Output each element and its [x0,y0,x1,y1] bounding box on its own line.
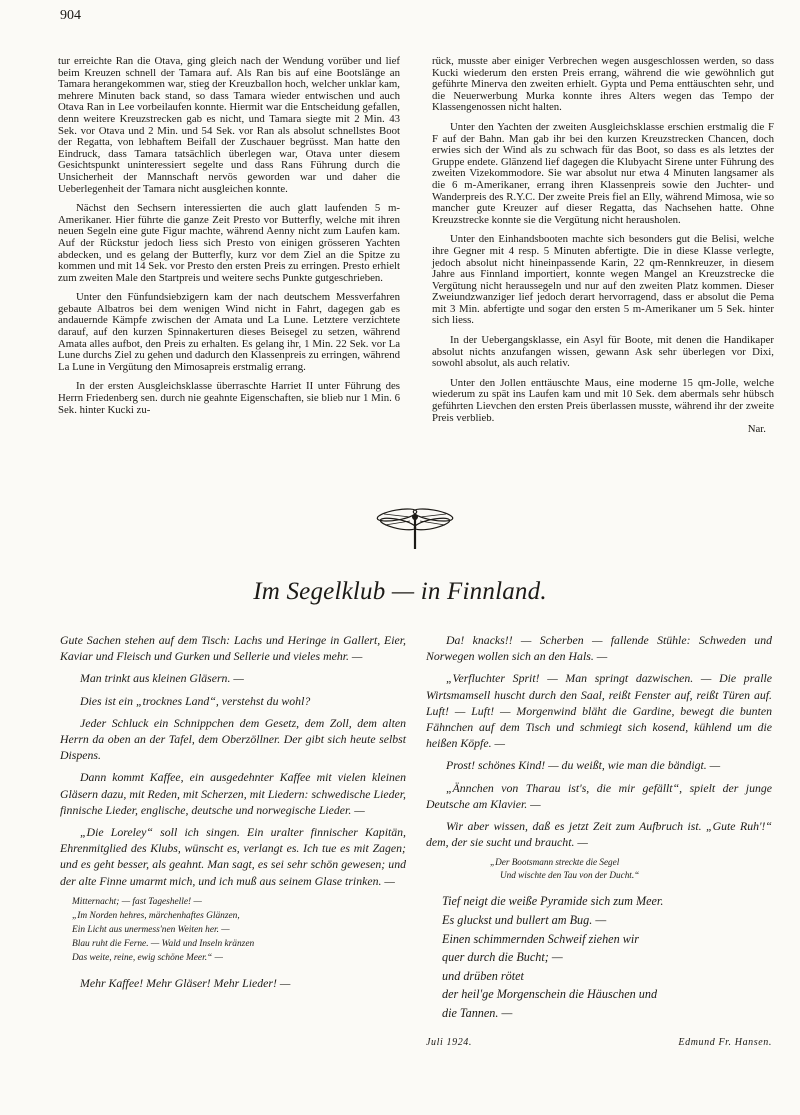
song-line: Das weite, reine, ewig schöne Meer.“ — [72,952,223,963]
article-columns [58,56,774,436]
song-line: Mitternacht; — fast Tageshelle! — [72,896,202,907]
song-line: „Im Norden hehres, märchenhaftes Glänzen, [72,910,240,921]
paragraph: rück, musste aber einiger Verbrechen wegen ausgeschlossen werden, so dass Kucki wiederum den ersten Preis errang, während die wie gewöhnlich gut geführte Minerva den zweiten erhielt. Gypta und Pema enttäuschten sehr, und die Neuerwerbung Murka konnte ihres Alters wegen das Tempo der Klassengenossen nicht halten. [432,55,774,114]
article-title: Im Segelklub — in Finnland. [253,578,547,605]
paragraph: Man trinkt aus kleinen Gläsern. — [80,671,244,686]
paragraph: tur erreichte Ran die Otava, ging gleich nach der Wendung vorüber und lief beim Kreuzen schnell der Tamara auf. Als Ran bis auf eine Bootslänge an Tamara herangekommen war, stieg der Kreuzballon hoch, welcher unklar kam, mehrere Minuten back stand, so dass Tamara wieder entwischen und auch Otava Ran in Lee vorbeilaufen konnte. Hiermit war die Entscheidung gefallen, denn weitere Kreuzstrecken gab es nicht, und Tamara siegte mit 2 Min. 43 Sek. vor Otava und 2 Min. und 54 Sek. vor Ran als absolut schnellstes Boot der Regatta, von lebhaftem Beifall der Zuschauer begrüsst. Man hatte den Eindruck, dass Tamara tatsächlich überlegen war, Otava unter diesem Gesichtspunkt uninteressiert segelte und dass Rans Führung durch die Unsicherheit der Mannschaft nervös geworden war und daher die Ueberlegenheit der Tamara nicht ausgleichen konnte. [58,55,400,195]
quote-block [490,856,772,882]
paragraph: In der ersten Ausgleichsklasse überraschte Harriet II unter Führung des Herrn Friedenberg sen. durch nie geahnte Eigenschaften, sie blieb nur 1 Min. 6 Sek. hinter Kucki zu- [58,380,400,416]
story-right-column [426,632,772,1051]
byline [426,1035,772,1051]
paragraph: „Ännchen von Tharau ist's, die mir gefällt“, spielt der junge Deutsche am Klavier. — [426,780,772,811]
paragraph: „Die Loreley“ soll ich singen. Ein uralter finnischer Kapitän, Ehrenmitglied des Klubs, wünscht es, verlangt es. Ich tue es mit Zagen; und es geht besser, als geahnt. Man sagt, es sei sehr schön gewesen; und der alte Finne umarmt mich, und ich muß aus seinem Glase trinken. — [60,825,406,888]
verse-line: Es gluckst und bullert am Bug. — [442,913,607,928]
paragraph: Dies ist ein „trocknes Land“, verstehst du wohl? [80,693,311,708]
paragraph: Gute Sachen stehen auf dem Tisch: Lachs und Heringe in Gallert, Eier, Kaviar und Fleisch und Gurken und Sellerie und vieles mehr. — [60,633,406,664]
paragraph: Nächst den Sechsern interessierten die auch glatt laufenden 5 m-Amerikaner. Hier führte die ganze Zeit Presto vor Butterfly, welche mit ihren neuen Segeln eine gute Figur machte, während Aenny nicht zum Laufen kam. Auf der Rückstur jedoch liess sich Presto von einigen grösseren Yachten abdecken, und es gelang der Butterfly, kurz vor dem Ziel an die Spitze zu kommen und mit 14 Sek. vor Presto den ersten Preis zu erringen. Presto erhielt zum zweiten Male den Startpreis und weitere sechs Punkte gutgeschrieben. [58,202,400,284]
story-columns [60,632,772,1051]
quote-line: Und wischte den Tau von der Ducht.“ [500,870,640,881]
paragraph: Mehr Kaffee! Mehr Gläser! Mehr Lieder! — [80,975,291,990]
paragraph: Dann kommt Kaffee, ein ausgedehnter Kaffee mit vielen kleinen Gläsern dazu, mit Reden, mit Scherzen, mit Liedern: schwedische Lieder, finnische Lieder, englische, deutsche und norwegische Lieder. — [60,770,406,817]
song-line: Ein Licht aus unermess'nen Weiten her. — [72,924,230,935]
paragraph: Prost! schönes Kind! — du weißt, wie man die bändigt. — [446,758,721,773]
author: Edmund Fr. Hansen. [678,1036,772,1048]
verse-line: Tief neigt die weiße Pyramide sich zum Meer. [442,894,664,909]
quote-line: „Der Bootsmann streckte die Segel [490,857,620,868]
paragraph: Unter den Yachten der zweiten Ausgleichsklasse erschien erstmalig die F F auf der Bahn. Man gab ihr bei den kurzen Kreuzstrecken Chancen, doch erwies sich der Wind als zu schwach für das Boot, so dass es als letztes der Gruppe endete. Glänzend lief dagegen die Klubyacht Sirene unter Führung des zweiten Vizekommodore. Sie war absolut nur etwa 4 Minuten langsamer als die 6 m-Amerikaner, errang ihren Klassenpreis sowie den Juchter- und Wanderpreis des R.Y.C. Der zweite Preis fiel an Elly, während Mimosa, wie so mancher gute Kreuzer auf dieser Regatta, das Nachsehen hatte. Ohne Kreuzstrecke konnte sie die Vergütung nicht herausholen. [432,120,774,226]
right-column [432,56,774,436]
verse-line: und drüben rötet [442,968,524,983]
article-signature: Nar. [747,423,766,436]
verse-line: die Tannen. — [442,1006,513,1020]
paragraph: Unter den Fünfundsiebzigern kam der nach deutschem Messverfahren gebaute Albatros bei dem wenigen Wind nicht in Fahrt, dagegen gab es andauernde Kämpfe zwischen der Amata und La Lune. Letztere verzichtete darauf, auf den kurzen Spinnakerturen dieses Beisegel zu setzen, während Amata alles aufbot, den Preis zu erhalten. Es gelang ihr, 1 Min. 22 Sek. vor La Lune durchs Ziel zu gehen und dadurch den Klassenpreis zu erringen, während La Lune in Vergütung den Mimosapreis erstmalig errang. [58,291,400,373]
song-quote [72,895,406,965]
paragraph: In der Uebergangsklasse, ein Asyl für Boote, mit denen die Handikaper absolut nichts anzufangen wissen, gewann Ask sehr überlegen vor Dixi, sowohl absolut, als auch relativ. [432,334,774,370]
verse-block [442,892,772,1022]
song-line: Blau ruht die Ferne. — Wald und Inseln kränzen [72,938,255,949]
verse-line: Einen schimmernden Schweif ziehen wir [442,931,639,946]
verse-line: quer durch die Bucht; — [442,950,563,965]
date: Juli 1924. [426,1036,472,1048]
paragraph: Jeder Schluck ein Schnippchen dem Gesetz, dem Zoll, dem alten Herrn da oben an der Tafel, dem Oberzöllner. Der gibt sich heute selbst Dispens. [60,715,406,763]
paragraph: Unter den Jollen enttäuschte Maus, eine moderne 15 qm-Jolle, welche wiederum zu spät ins Laufen kam und mit 10 Sek. dem abermals sehr hübsch geführten Lievchen den ersten Preis überlassen musste, während ihr der zweite Preis verblieb. [432,376,774,424]
paragraph: Da! knacks!! — Scherben — fallende Stühle: Schweden und Norwegen wollen sich an den Hals. — [426,633,772,664]
left-column [58,56,400,436]
verse-line: der heil'ge Morgenschein die Häuschen und [442,987,658,1002]
dragonfly-icon [370,505,460,551]
story-left-column [60,632,406,1051]
page-number: 904 [60,8,81,23]
paragraph: „Verfluchter Sprit! — Man springt dazwischen. — Die pralle Wirtsmamsell huscht durch den Saal, reißt Fenster auf, reißt Türen auf. Luft! — Luft! — Morgenwind bläht die Gardine, bewegt die bunten Fähnchen auf dem Tisch und schmiegt sich kosend, kühlend um die heißen Köpfe. — [426,671,772,751]
paragraph: Wir aber wissen, daß es jetzt Zeit zum Aufbruch ist. „Gute Ruh'!“ dem, der sie sucht und braucht. — [426,819,772,850]
paragraph: Unter den Einhandsbooten machte sich besonders gut die Belisi, welche ihre Gegner mit 4 resp. 5 Minuten abfertigte. Die in diese Klasse verlegte, jedoch absolut nicht hineinpassende Karin, 22 qm-Rennkreuzer, in diesem Jahre aus Finnland importiert, konnte wegen Mangel an Kreuzstrecke die Vergütung nicht heraussegeln und nur auf den zweiten Platz kommen. Dieser Zweiundzwanziger lief jedoch derart hervorragend, dass er absolut die Pema mit 3 Min. abfertigte und sogar den ersten 5 m-Amerikaner um 5 Sek. hinter sich liess. [432,233,774,327]
